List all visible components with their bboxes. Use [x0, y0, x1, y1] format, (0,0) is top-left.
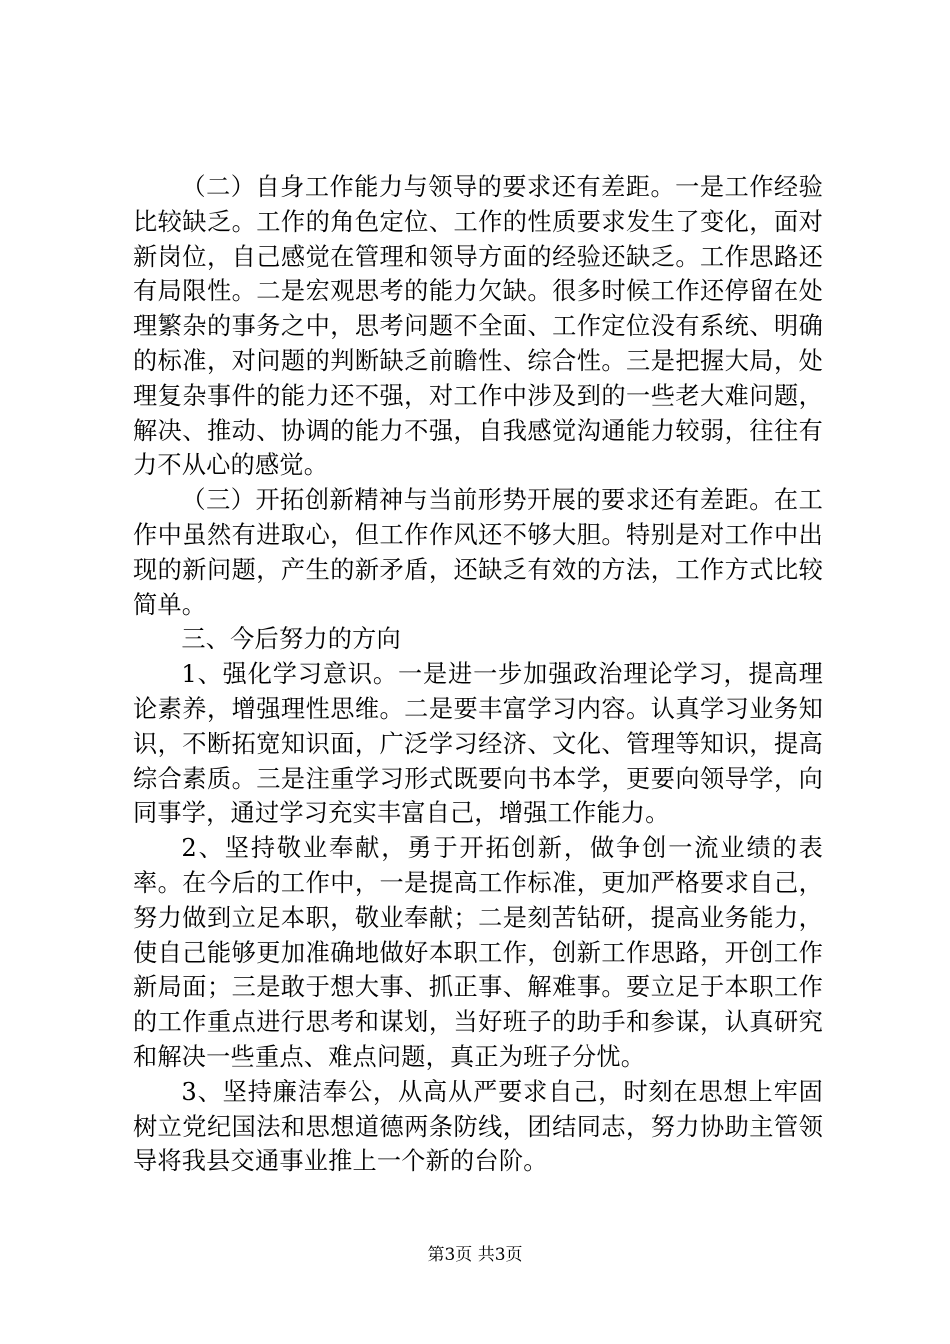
- page-number-footer: 第3页 共3页: [427, 1245, 523, 1265]
- section-heading-future-direction: 三、今后努力的方向: [181, 625, 401, 654]
- paragraph-innovation-gap: （三）开拓创新精神与当前形势开展的要求还有差距。在工作中虽然有进取心，但工作作风还不够大胆。特别是对工作中出现的新问题，产生的新矛盾，还缺乏有效的方法，工作方式比较简单。: [133, 486, 823, 619]
- paragraph-study-awareness: 1、强化学习意识。一是进一步加强政治理论学习，提高理论素养，增强理性思维。二是要丰富学习内容。认真学习业务知识，不断拓宽知识面，广泛学习经济、文化、管理等知识，提高综合素质。三是注重学习形式既要向书本学，更要向领导学，向同事学，通过学习充实丰富自己，增强工作能力。: [133, 660, 823, 828]
- paragraph-integrity: 3、坚持廉洁奉公，从高从严要求自己，时刻在思想上牢固树立党纪国法和思想道德两条防线，团结同志，努力协助主管领导将我县交通事业推上一个新的台阶。: [133, 1077, 823, 1176]
- paragraph-ability-gap: （二）自身工作能力与领导的要求还有差距。一是工作经验比较缺乏。工作的角色定位、工作的性质要求发生了变化，面对新岗位，自己感觉在管理和领导方面的经验还缺乏。工作思路还有局限性。二是宏观思考的能力欠缺。很多时候工作还停留在处理繁杂的事务之中，思考问题不全面、工作定位没有系统、明确的标准，对问题的判断缺乏前瞻性、综合性。三是把握大局，处理复杂事件的能力还不强，对工作中涉及到的一些老大难问题，解决、推动、协调的能力不强，自我感觉沟通能力较弱，往往有力不从心的感觉。: [133, 173, 823, 480]
- paragraph-dedication: 2、坚持敬业奉献，勇于开拓创新，做争创一流业绩的表率。在今后的工作中，一是提高工作标准，更加严格要求自己，努力做到立足本职，敬业奉献；二是刻苦钻研，提高业务能力，使自己能够更加准确地做好本职工作，创新工作思路，开创工作新局面；三是敢于想大事、抓正事、解难事。要立足于本职工作的工作重点进行思考和谋划，当好班子的助手和参谋，认真研究和解决一些重点、难点问题，真正为班子分忧。: [133, 834, 823, 1071]
- document-body: [133, 170, 823, 1179]
